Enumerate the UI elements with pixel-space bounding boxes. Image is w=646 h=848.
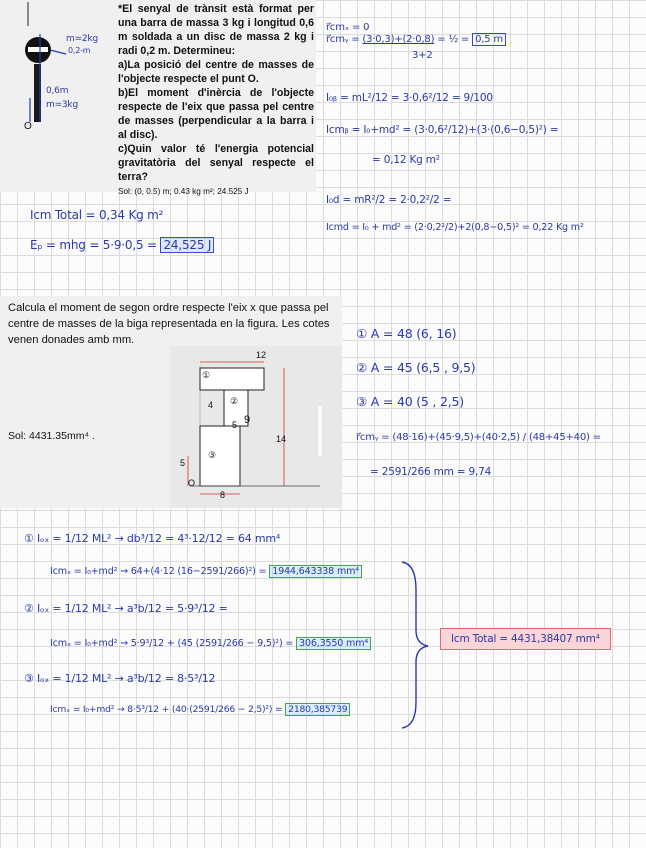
label-part-1: ① bbox=[202, 370, 211, 380]
hw2-i1-cm-result: 1944,643338 mm⁴ bbox=[269, 565, 362, 578]
sketch-radius: 0,2-m bbox=[68, 46, 91, 55]
hw1-rcmy-lhs: r⃗cmᵧ = bbox=[326, 34, 363, 45]
hw2-i2: ② Iₒₓ = 1/12 ML² → a³b/12 = 5·9³/12 = bbox=[24, 602, 228, 615]
problem2-panel bbox=[0, 296, 342, 508]
label-part-3: ③ bbox=[208, 450, 217, 460]
hw2-rcmy: r⃗cmᵧ = (48·16)+(45·9,5)+(40·2,5) / (48+45+40) = bbox=[356, 432, 601, 443]
hw2-i3: ③ Iₒₓ = 1/12 ML² → a³b/12 = 8·5³/12 bbox=[24, 672, 216, 685]
sketch-mass-disc: m=2kg bbox=[66, 34, 98, 44]
hw1-iob: I₀ᵦ = mL²/12 = 3·0,6²/12 = 9/100 bbox=[326, 92, 493, 104]
dim-14: 14 bbox=[276, 434, 287, 444]
curly-brace bbox=[398, 560, 434, 730]
hw2-i3-cm-eq: Icmₓ = I₀+md² → 8·5³/12 + (40·(2591/266 − 2,5)²) = bbox=[50, 704, 286, 715]
dim-8: 8 bbox=[220, 490, 226, 500]
problem1-part-b: b)El moment d'inèrcia de l'objecte respecte de l'eix que passa pel centre de masses (perpendicular a la barra i al disc). bbox=[118, 87, 314, 141]
hw2-i1-cm bbox=[50, 566, 362, 577]
hw1-ep-result: 24,525 J bbox=[160, 237, 214, 253]
hw1-ep bbox=[30, 238, 214, 252]
problem1-part-a: a)La posició del centre de masses de l'objecte respecte el punt O. bbox=[118, 59, 314, 85]
beam-figure bbox=[170, 346, 342, 508]
hw2-i2-cm-result: 306,3550 mm⁴ bbox=[296, 637, 371, 650]
hw1-icmb: Icmᵦ = I₀+md² = (3·0,6²/12)+(3·(0,6−0,5)²) = bbox=[326, 124, 559, 136]
dim-9: 9 bbox=[244, 414, 251, 426]
problem1-statement: *El senyal de trànsit està format per una barra de massa 3 kg i longitud 0,6 m soldada a un disc de massa 2 kg i radi 0,2 m. Determineu: bbox=[118, 3, 314, 57]
hw1-rcmy-den: 3+2 bbox=[412, 50, 433, 61]
hw1-icmd: Icmd = I₀ + md² = (2·0,2²/2)+2(0,8−0,5)² = 0,22 Kg m² bbox=[326, 222, 584, 233]
problem1-part-c: c)Quin valor té l'energia potencial gravitatòria del senyal respecte el terra? bbox=[118, 143, 314, 183]
hw2-rcmy-result: = 2591/266 mm = 9,74 bbox=[370, 466, 492, 478]
hw1-iod: I₀d = mR²/2 = 2·0,2²/2 = bbox=[326, 194, 452, 206]
dim-5: 5 bbox=[232, 420, 238, 430]
hw1-ep-lhs: Eₚ = mhg = 5·9·0,5 = bbox=[30, 238, 161, 252]
hw2-total-result: Icm Total = 4431,38407 mm⁴ bbox=[440, 628, 611, 650]
hw1-rcmy bbox=[326, 34, 506, 45]
label-part-2: ② bbox=[230, 396, 239, 406]
hw1-icmb-val: = 0,12 Kg m² bbox=[372, 154, 440, 166]
hw1-icm-total: Icm Total = 0,34 Kg m² bbox=[30, 208, 164, 222]
problem2-solution: Sol: 4431.35mm⁴ . bbox=[8, 430, 95, 442]
hw2-area-2: ② A = 45 (6,5 , 9,5) bbox=[356, 360, 476, 375]
hw2-i1-cm-eq: Icmₓ = I₀+md² → 64+(4·12 (16−2591/266)²) = bbox=[50, 566, 270, 577]
hw1-rcmx: r⃗cmₓ = 0 bbox=[326, 22, 370, 33]
hw1-rcmy-num: (3·0,3)+(2·0,8) bbox=[362, 34, 435, 45]
label-origin: O bbox=[188, 478, 196, 488]
hw2-i2-cm bbox=[50, 638, 371, 649]
dim-top: 12 bbox=[256, 350, 267, 360]
problem1-solution: Sol: (0, 0.5) m; 0.43 kg m²; 24.525 J bbox=[118, 187, 249, 196]
dim-5-vertical: 5 bbox=[180, 458, 186, 468]
problem1-text bbox=[118, 2, 314, 199]
sketch-origin: O bbox=[24, 121, 32, 132]
dim-4: 4 bbox=[208, 400, 214, 410]
sketch-length: 0,6m bbox=[46, 86, 69, 96]
traffic-sign-sketch bbox=[0, 0, 112, 192]
hw2-i1: ① Iₒₓ = 1/12 ML² → db³/12 = 4³·12/12 = 64 mm⁴ bbox=[24, 532, 281, 545]
hw2-area-3: ③ A = 40 (5 , 2,5) bbox=[356, 394, 464, 409]
hw1-rcmy-mid: = ½ = bbox=[437, 34, 473, 45]
hw2-i3-cm-result: 2180,385739 bbox=[285, 703, 350, 716]
hw1-rcmy-result: 0,5 m bbox=[472, 33, 506, 46]
problem1-panel bbox=[0, 0, 316, 196]
hw2-i3-cm bbox=[50, 704, 350, 715]
problem2-statement: Calcula el moment de segon ordre respecte l'eix x que passa pel centre de masses de la biga representada en la figura. Les cotes venen donades amb mm. bbox=[8, 302, 330, 346]
sketch-mass-bar: m=3kg bbox=[46, 100, 78, 110]
hw2-area-1: ① A = 48 (6, 16) bbox=[356, 326, 457, 341]
hw2-i2-cm-eq: Icmₓ = I₀+md² → 5·9³/12 + (45 (2591/266 − 9,5)²) = bbox=[50, 638, 297, 649]
